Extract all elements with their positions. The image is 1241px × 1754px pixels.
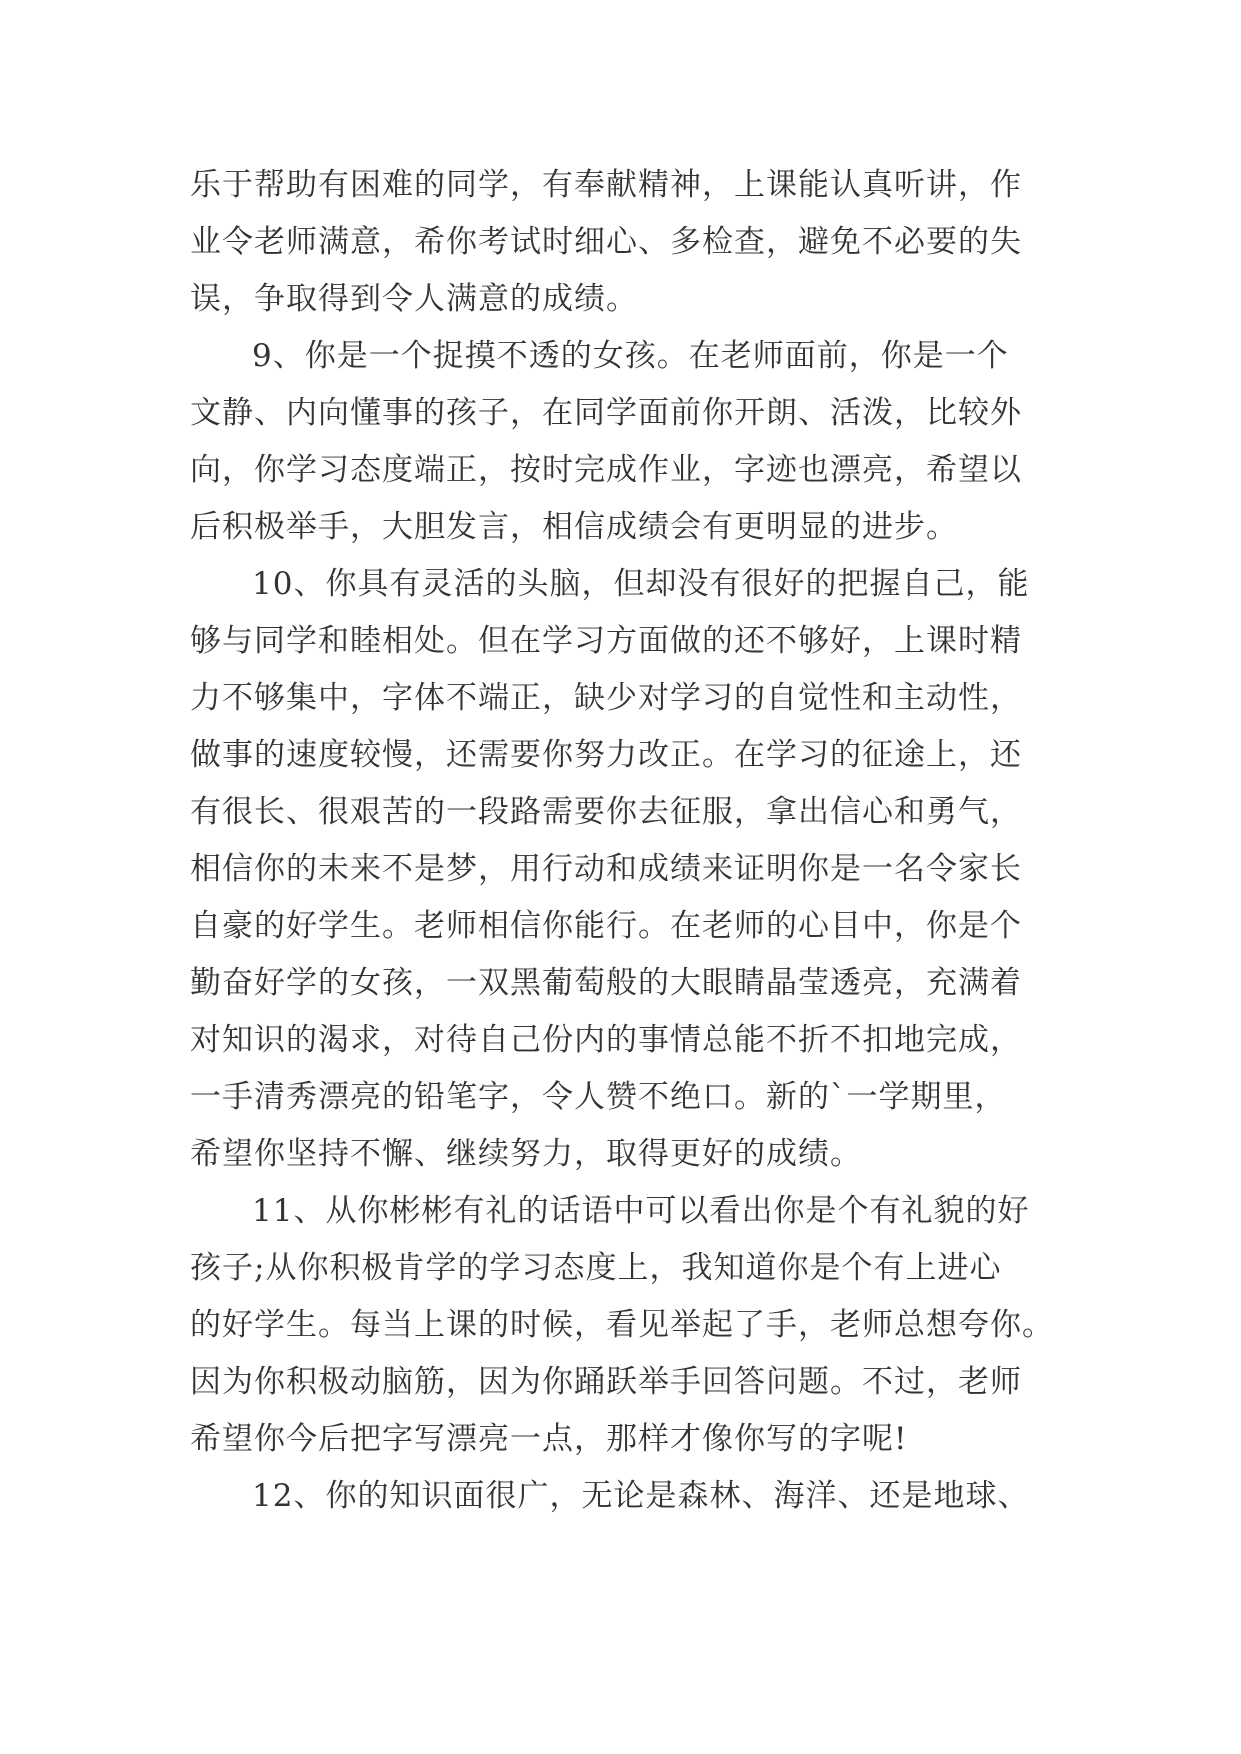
text-line: 误，争取得到令人满意的成绩。 [190,281,638,317]
text-line: 力不够集中，字体不端正，缺少对学习的自觉性和主动性， [190,680,1022,716]
text-line: 希望你坚持不懈、继续努力，取得更好的成绩。 [190,1136,862,1172]
text-line: 希望你今后把字写漂亮一点，那样才像你写的字呢! [190,1421,908,1457]
text-line: 一手清秀漂亮的铅笔字，令人赞不绝口。新的`一学期里， [190,1079,1007,1115]
text-line: 9、你是一个捉摸不透的女孩。在老师面前，你是一个 [252,338,1009,374]
text-line: 孩子;从你积极肯学的学习态度上，我知道你是个有上进心 [190,1250,1002,1286]
text-line: 向，你学习态度端正，按时完成作业，字迹也漂亮，希望以 [190,452,1022,488]
text-line: 因为你积极动脑筋，因为你踊跃举手回答问题。不过，老师 [190,1364,1022,1400]
text-line: 有很长、很艰苦的一段路需要你去征服，拿出信心和勇气， [190,794,1022,830]
text-line: 文静、内向懂事的孩子，在同学面前你开朗、活泼，比较外 [190,395,1022,431]
text-line: 11、从你彬彬有礼的话语中可以看出你是个有礼貌的好 [252,1193,1030,1229]
text-line: 相信你的未来不是梦，用行动和成绩来证明你是一名令家长 [190,851,1022,887]
text-line: 的好学生。每当上课的时候，看见举起了手，老师总想夸你。 [190,1307,1054,1343]
text-line: 做事的速度较慢，还需要你努力改正。在学习的征途上，还 [190,737,1022,773]
text-line: 够与同学和睦相处。但在学习方面做的还不够好，上课时精 [190,623,1022,659]
text-line: 对知识的渴求，对待自己份内的事情总能不折不扣地完成， [190,1022,1022,1058]
text-line: 勤奋好学的女孩，一双黑葡萄般的大眼睛晶莹透亮，充满着 [190,965,1022,1001]
text-line: 自豪的好学生。老师相信你能行。在老师的心目中，你是个 [190,908,1022,944]
text-line: 乐于帮助有困难的同学，有奉献精神，上课能认真听讲，作 [190,167,1022,203]
text-line: 12、你的知识面很广，无论是森林、海洋、还是地球、 [252,1478,1030,1514]
text-line: 业令老师满意，希你考试时细心、多检查，避免不必要的失 [190,224,1022,260]
text-line: 后积极举手，大胆发言，相信成绩会有更明显的进步。 [190,509,958,545]
text-line: 10、你具有灵活的头脑，但却没有很好的把握自己，能 [252,566,1030,602]
